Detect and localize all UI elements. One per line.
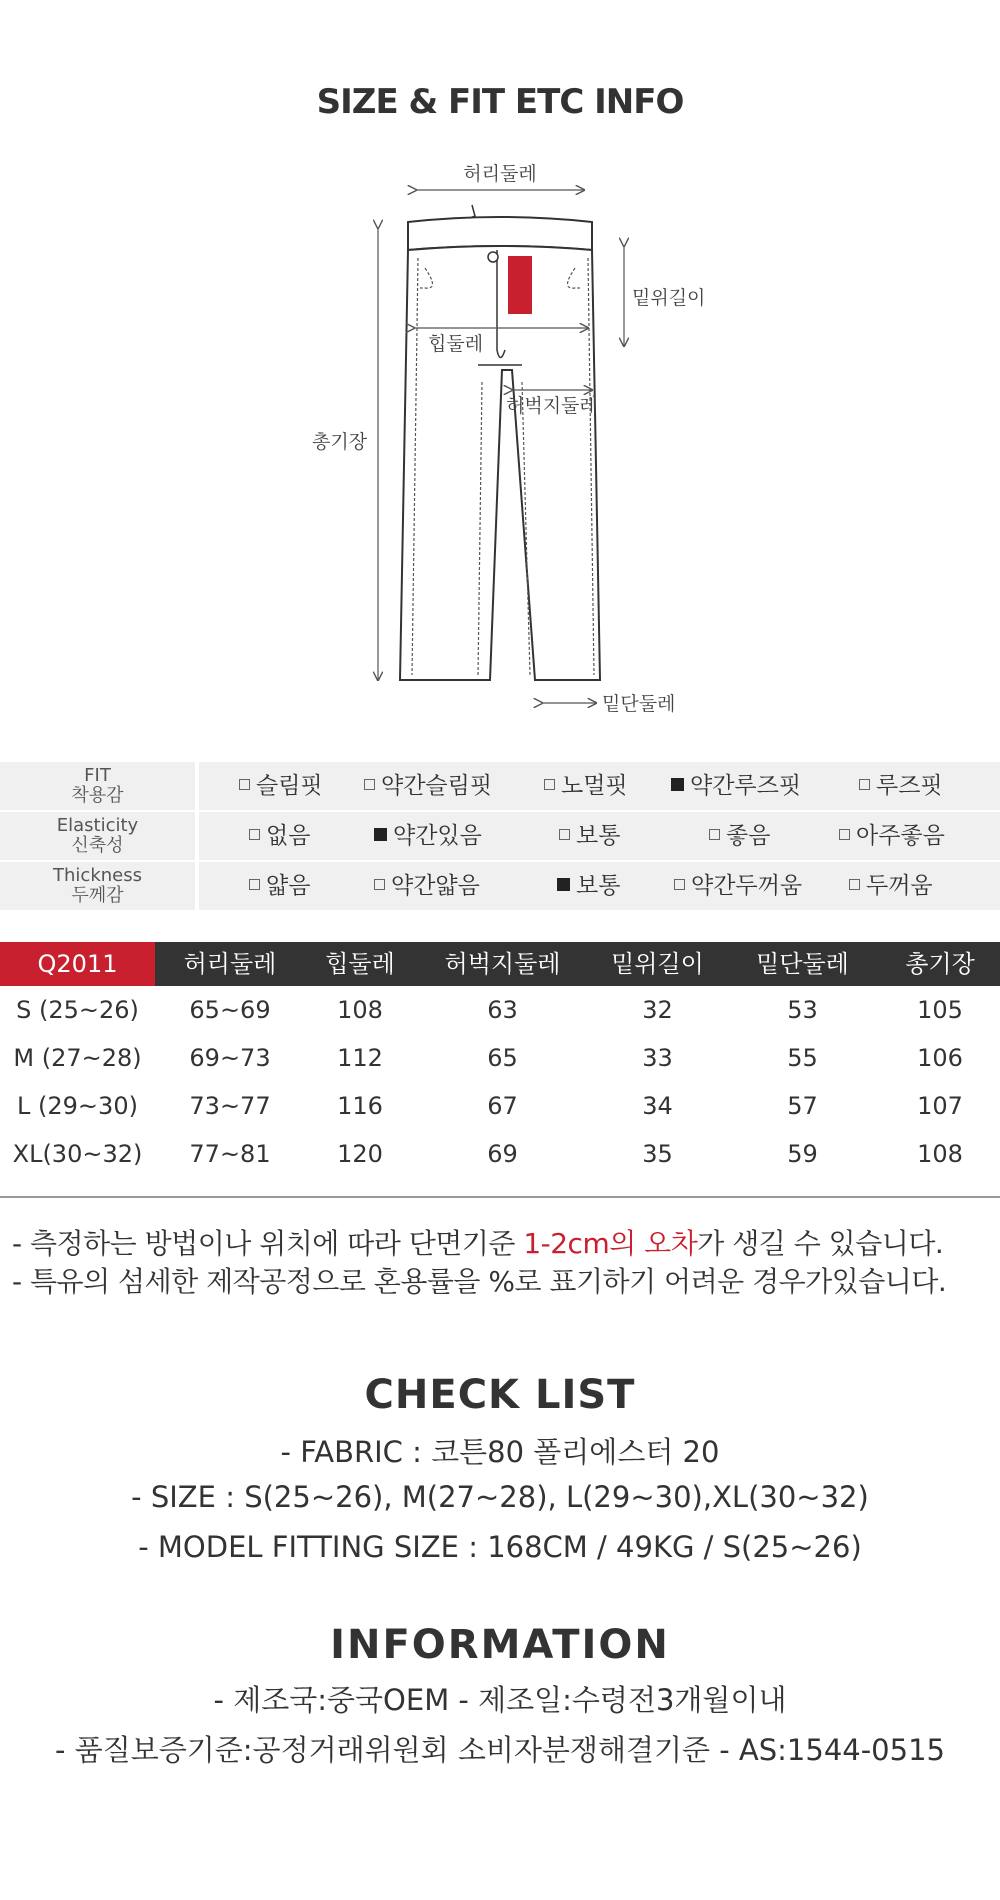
table-cell: 69 <box>487 1140 518 1168</box>
option <box>364 762 492 810</box>
attr-options <box>199 862 1000 910</box>
check-list-title: CHECK LIST <box>364 1372 636 1418</box>
table-cell: 53 <box>787 996 818 1024</box>
table-cell: 112 <box>337 1044 383 1072</box>
checkbox-icon <box>559 829 570 840</box>
header-cell: 총기장 <box>905 950 975 978</box>
option <box>671 762 801 810</box>
option-label: 약간슬림핏 <box>381 773 493 799</box>
table-cell: 35 <box>642 1140 673 1168</box>
attr-head-ko: 신축성 <box>71 835 124 856</box>
checkbox-icon <box>671 778 684 791</box>
checkbox-icon <box>249 879 260 890</box>
option <box>374 862 480 910</box>
table-cell: 59 <box>787 1140 818 1168</box>
option <box>557 862 620 910</box>
table-cell: 120 <box>337 1140 383 1168</box>
table-cell: 77~81 <box>189 1140 271 1168</box>
table-cell: 65 <box>487 1044 518 1072</box>
checkbox-icon <box>239 779 250 790</box>
option-label: 얇음 <box>266 873 311 899</box>
option <box>859 762 943 810</box>
option-label: 보통 <box>576 873 621 899</box>
table-cell: 65~69 <box>189 996 271 1024</box>
option-label: 약간루즈핏 <box>690 773 802 799</box>
option-label: 슬림핏 <box>256 773 323 799</box>
table-row <box>0 1034 1000 1082</box>
checkbox-icon <box>839 829 850 840</box>
size-table-header <box>0 942 1000 986</box>
header-cell: 밑위길이 <box>611 950 704 978</box>
option <box>559 812 620 860</box>
size-fit-title: SIZE & FIT ETC INFO <box>316 82 684 122</box>
size-table-body <box>0 986 1000 1178</box>
option-label: 약간두꺼움 <box>691 873 803 899</box>
size-table <box>0 942 1000 1178</box>
option-label: 노멀핏 <box>561 773 628 799</box>
option <box>374 812 482 860</box>
header-cell: 허벅지둘레 <box>444 950 561 978</box>
label-length: 총기장 <box>312 431 368 453</box>
table-cell: 116 <box>337 1092 383 1120</box>
label-hip: 힙둘레 <box>428 333 484 355</box>
table-cell: 107 <box>917 1092 963 1120</box>
attr-head <box>0 812 195 860</box>
attribute-table <box>0 762 1000 912</box>
checkbox-icon <box>544 779 555 790</box>
table-cell: 63 <box>487 996 518 1024</box>
option-label: 루즈핏 <box>876 773 943 799</box>
table-cell: 67 <box>487 1092 518 1120</box>
label-rise: 밑위길이 <box>632 287 706 309</box>
size-label-cell: L (29~30) <box>17 1092 138 1120</box>
option-label: 약간있음 <box>393 823 482 849</box>
attr-head-en: Thickness <box>53 865 142 886</box>
option <box>249 812 310 860</box>
option-label: 없음 <box>266 823 311 849</box>
attr-head-ko: 두께감 <box>71 885 124 906</box>
table-cell: 55 <box>787 1044 818 1072</box>
checkbox-icon <box>557 878 570 891</box>
table-cell: 108 <box>337 996 383 1024</box>
attr-head <box>0 762 195 810</box>
checkbox-icon <box>859 779 870 790</box>
attr-head <box>0 862 195 910</box>
info-line-2: - 품질보증기준:공정거래위원회 소비자분쟁해결기준 - AS:1544-0515 <box>55 1733 945 1767</box>
option-label: 보통 <box>576 823 621 849</box>
size-label-cell: M (27~28) <box>13 1044 142 1072</box>
header-cell: 밑단둘레 <box>756 950 849 978</box>
table-cell: 34 <box>642 1092 673 1120</box>
attr-head-en: FIT <box>84 765 111 786</box>
attr-row-fit <box>0 762 1000 810</box>
checkbox-icon <box>374 828 387 841</box>
red-tag <box>508 256 532 314</box>
size-label-cell: XL(30~32) <box>12 1140 143 1168</box>
table-divider <box>0 1196 1000 1198</box>
checkbox-icon <box>374 879 385 890</box>
check-model: - MODEL FITTING SIZE : 168CM / 49KG / S(25~26) <box>138 1530 862 1564</box>
check-fabric: - FABRIC : 코튼80 폴리에스터 20 <box>280 1435 720 1469</box>
label-hem: 밑단둘레 <box>602 693 676 715</box>
attr-head-ko: 착용감 <box>71 785 124 806</box>
option <box>709 812 770 860</box>
table-row <box>0 986 1000 1034</box>
option <box>239 762 323 810</box>
attr-options <box>199 762 1000 810</box>
note-line-1 <box>12 1222 943 1262</box>
option <box>674 862 802 910</box>
check-size: - SIZE : S(25~26), M(27~28), L(29~30),XL(30~32) <box>131 1480 869 1514</box>
note-line-2: - 특유의 섬세한 제작공정으로 혼용률을 %로 표기하기 어려운 경우가있습니다. <box>12 1265 947 1298</box>
table-cell: 32 <box>642 996 673 1024</box>
label-waist: 허리둘레 <box>463 163 537 185</box>
header-cell: 힙둘레 <box>325 950 395 978</box>
option-label: 두꺼움 <box>866 873 933 899</box>
checkbox-icon <box>709 829 720 840</box>
option <box>839 812 945 860</box>
option <box>249 862 310 910</box>
attr-row-thickness <box>0 862 1000 910</box>
label-thigh: 허벅지둘레 <box>506 395 598 417</box>
checkbox-icon <box>849 879 860 890</box>
table-row <box>0 1082 1000 1130</box>
information-title: INFORMATION <box>330 1622 670 1668</box>
header-cell-model: Q2011 <box>0 942 155 986</box>
info-line-1: - 제조국:중국OEM - 제조일:수령전3개월이내 <box>213 1683 787 1717</box>
table-row <box>0 1130 1000 1178</box>
option-label: 아주좋음 <box>856 823 945 849</box>
option <box>544 762 628 810</box>
note-highlight: 1-2cm의 오차 <box>523 1227 698 1260</box>
pants-diagram <box>0 150 1000 720</box>
pants-outline <box>400 217 600 680</box>
table-cell: 57 <box>787 1092 818 1120</box>
attr-row-elasticity <box>0 812 1000 860</box>
option <box>849 862 933 910</box>
table-cell: 106 <box>917 1044 963 1072</box>
table-cell: 73~77 <box>189 1092 271 1120</box>
note-text: 가 생길 수 있습니다. <box>697 1227 944 1260</box>
size-label-cell: S (25~26) <box>16 996 139 1024</box>
table-cell: 105 <box>917 996 963 1024</box>
option-label: 약간얇음 <box>391 873 480 899</box>
checkbox-icon <box>674 879 685 890</box>
header-cell: 허리둘레 <box>183 950 277 978</box>
table-cell: 108 <box>917 1140 963 1168</box>
checkbox-icon <box>364 779 375 790</box>
checkbox-icon <box>249 829 260 840</box>
table-cell: 33 <box>642 1044 673 1072</box>
note-text: - 측정하는 방법이나 위치에 따라 단면기준 <box>12 1227 524 1260</box>
table-cell: 69~73 <box>189 1044 271 1072</box>
option-label: 좋음 <box>726 823 771 849</box>
attr-head-en: Elasticity <box>56 815 139 836</box>
attr-options <box>199 812 1000 860</box>
